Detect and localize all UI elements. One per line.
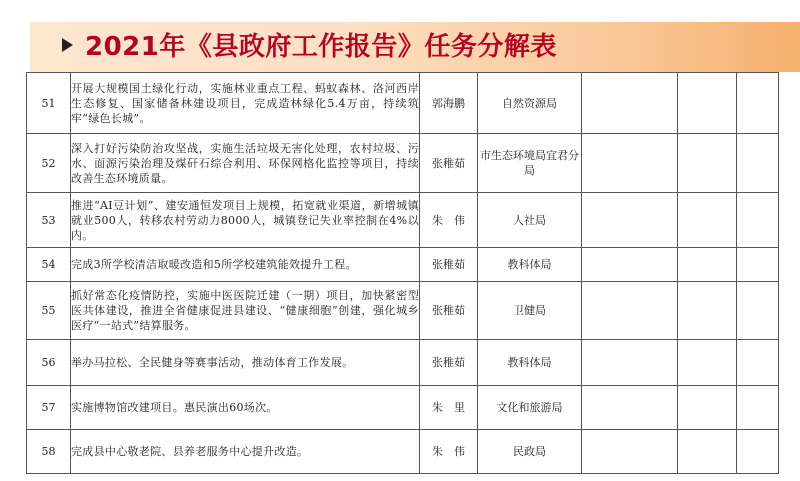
empty-cell bbox=[582, 134, 678, 193]
responsible-person: 张稚茹 bbox=[420, 134, 478, 193]
table-row bbox=[27, 248, 779, 282]
task-table bbox=[26, 72, 779, 474]
task-description: 开展大规模国土绿化行动，实施林业重点工程、蚂蚁森林、洛河西岸生态修复、国家储备林建设项目，完成造林绿化5.4万亩，持续筑牢“绿色长城”。 bbox=[71, 73, 420, 134]
row-number: 55 bbox=[27, 282, 71, 340]
empty-cell bbox=[737, 282, 779, 340]
table-row bbox=[27, 340, 779, 386]
empty-cell bbox=[678, 73, 737, 134]
table-row bbox=[27, 134, 779, 193]
task-description: 完成3所学校清洁取暖改造和5所学校建筑能效提升工程。 bbox=[71, 248, 420, 282]
row-number: 54 bbox=[27, 248, 71, 282]
responsible-person: 张稚茹 bbox=[420, 340, 478, 386]
responsible-department: 人社局 bbox=[478, 193, 582, 248]
empty-cell bbox=[737, 340, 779, 386]
empty-cell bbox=[582, 430, 678, 474]
responsible-person: 朱 里 bbox=[420, 386, 478, 430]
responsible-person: 郭海鹏 bbox=[420, 73, 478, 134]
task-description: 抓好常态化疫情防控，实施中医医院迁建（一期）项目，加快紧密型医共体建设，推进全省健康促进县建设、“健康细胞”创建，强化城乡医疗“一站式”结算服务。 bbox=[71, 282, 420, 340]
table-row bbox=[27, 386, 779, 430]
table-row bbox=[27, 193, 779, 248]
empty-cell bbox=[582, 282, 678, 340]
responsible-person: 张稚茹 bbox=[420, 282, 478, 340]
empty-cell bbox=[737, 134, 779, 193]
responsible-department: 卫健局 bbox=[478, 282, 582, 340]
empty-cell bbox=[737, 386, 779, 430]
empty-cell bbox=[582, 386, 678, 430]
empty-cell bbox=[737, 430, 779, 474]
empty-cell bbox=[737, 73, 779, 134]
empty-cell bbox=[678, 430, 737, 474]
table-row bbox=[27, 282, 779, 340]
row-number: 53 bbox=[27, 193, 71, 248]
empty-cell bbox=[678, 386, 737, 430]
table-row bbox=[27, 73, 779, 134]
task-description: 完成县中心敬老院、县养老服务中心提升改造。 bbox=[71, 430, 420, 474]
page-title: 2021年《县政府工作报告》任务分解表 bbox=[85, 32, 557, 62]
empty-cell bbox=[737, 193, 779, 248]
responsible-person: 张稚茹 bbox=[420, 248, 478, 282]
empty-cell bbox=[582, 248, 678, 282]
table-row bbox=[27, 430, 779, 474]
responsible-department: 自然资源局 bbox=[478, 73, 582, 134]
empty-cell bbox=[678, 248, 737, 282]
empty-cell bbox=[582, 340, 678, 386]
row-number: 52 bbox=[27, 134, 71, 193]
row-number: 58 bbox=[27, 430, 71, 474]
responsible-person: 朱 伟 bbox=[420, 430, 478, 474]
responsible-person: 朱 伟 bbox=[420, 193, 478, 248]
empty-cell bbox=[678, 282, 737, 340]
empty-cell bbox=[678, 134, 737, 193]
play-arrow-icon bbox=[62, 38, 73, 52]
responsible-department: 教科体局 bbox=[478, 340, 582, 386]
empty-cell bbox=[582, 73, 678, 134]
responsible-department: 民政局 bbox=[478, 430, 582, 474]
task-description: 举办马拉松、全民健身等赛事活动，推动体育工作发展。 bbox=[71, 340, 420, 386]
empty-cell bbox=[678, 193, 737, 248]
empty-cell bbox=[582, 193, 678, 248]
row-number: 56 bbox=[27, 340, 71, 386]
empty-cell bbox=[737, 248, 779, 282]
empty-cell bbox=[678, 340, 737, 386]
task-description: 实施博物馆改建项目。惠民演出60场次。 bbox=[71, 386, 420, 430]
responsible-department: 市生态环境局宜君分局 bbox=[478, 134, 582, 193]
responsible-department: 文化和旅游局 bbox=[478, 386, 582, 430]
task-description: 深入打好污染防治攻坚战，实施生活垃圾无害化处理，农村垃圾、污水、面源污染治理及煤矸石综合利用、环保网格化监控等项目，持续改善生态环境质量。 bbox=[71, 134, 420, 193]
task-description: 推进“AI豆计划”、建安通恒发项目上规模，拓宽就业渠道，新增城镇就业500人，转移农村劳动力8000人，城镇登记失业率控制在4%以内。 bbox=[71, 193, 420, 248]
row-number: 57 bbox=[27, 386, 71, 430]
responsible-department: 教科体局 bbox=[478, 248, 582, 282]
row-number: 51 bbox=[27, 73, 71, 134]
